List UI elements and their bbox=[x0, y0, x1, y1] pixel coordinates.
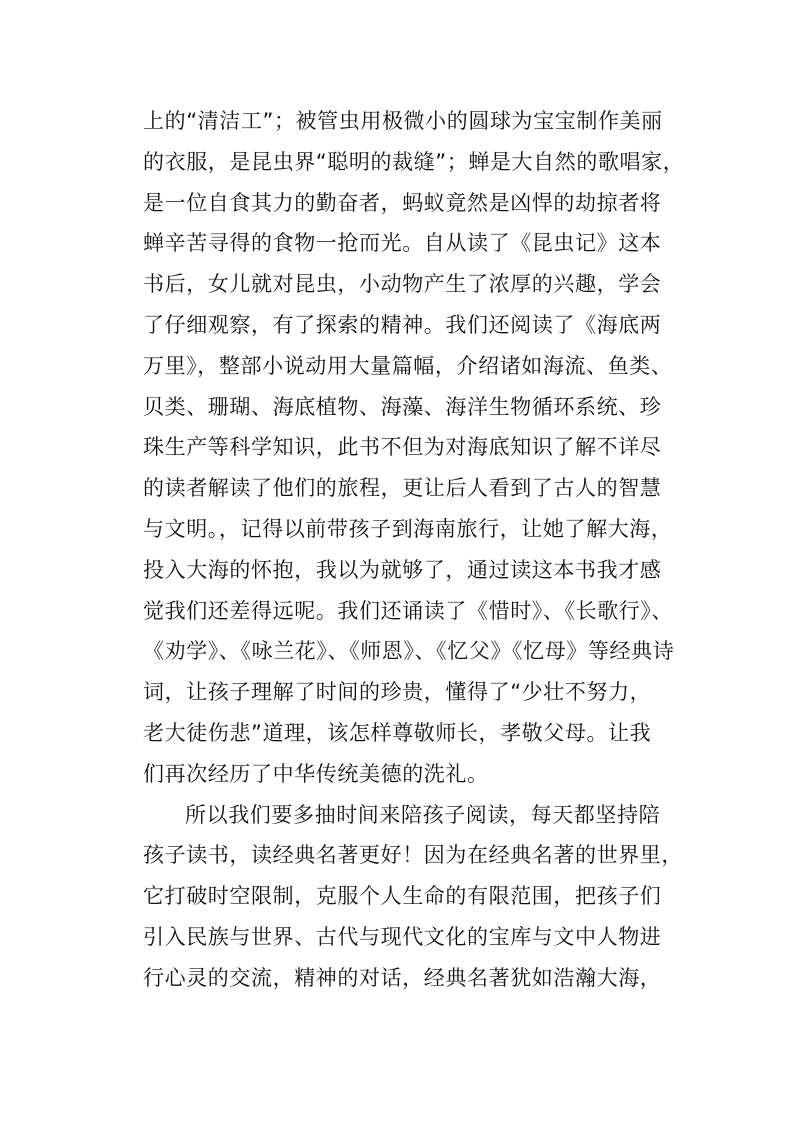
text-line: 行心灵的交流，精神的对话，经典名著犹如浩瀚大海， bbox=[143, 965, 662, 990]
text-line: 所以我们要多抽时间来陪孩子阅读，每天都坚持陪 bbox=[185, 802, 661, 827]
text-line: 孩子读书，读经典名著更好！因为在经典名著的世界里， bbox=[143, 843, 683, 868]
text-line: 与文明。，记得以前带孩子到海南旅行，让她了解大海， bbox=[143, 516, 673, 541]
text-line: 书后，女儿就对昆虫，小动物产生了浓厚的兴趣，学会 bbox=[143, 272, 662, 297]
text-line: 投入大海的怀抱，我以为就够了，通过读这本书我才感 bbox=[143, 557, 662, 582]
text-line: 词，让孩子理解了时间的珍贵，懂得了“少壮不努力， bbox=[143, 680, 652, 705]
text-line: 贝类、珊瑚、海底植物、海藻、海洋生物循环系统、珍 bbox=[143, 394, 662, 419]
text-line: 它打破时空限制，克服个人生命的有限范围，把孩子们 bbox=[143, 884, 662, 909]
text-line: 老大徒伤悲”道理，该怎样尊敬师长，孝敬父母。让我 bbox=[143, 720, 652, 745]
text-line: 珠生产等科学知识，此书不但为对海底知识了解不详尽 bbox=[143, 435, 662, 460]
text-line: 了仔细观察，有了探索的精神。我们还阅读了《海底两 bbox=[143, 312, 662, 337]
text-line: 万里》，整部小说动用大量篇幅，介绍诸如海流、鱼类、 bbox=[143, 353, 673, 378]
text-line: 是一位自食其力的勤奋者，蚂蚁竟然是凶悍的劫掠者将 bbox=[143, 190, 662, 215]
text-line: 们再次经历了中华传统美德的洗礼。 bbox=[143, 761, 489, 786]
text-line: 觉我们还差得远呢。我们还诵读了《惜时》、《长歌行》、 bbox=[143, 598, 674, 623]
paragraph bbox=[143, 795, 683, 999]
text-line: 的读者解读了他们的旅程，更让后人看到了古人的智慧 bbox=[143, 476, 662, 501]
text-line: 《劝学》、《咏兰花》、《师恩》、《忆父》《忆母》等经典诗 bbox=[143, 639, 675, 664]
text-line: 的衣服，是昆虫界“聪明的裁缝”；蝉是大自然的歌唱家， bbox=[143, 149, 685, 174]
text-line: 引入民族与世界、古代与现代文化的宝库与文中人物进 bbox=[143, 924, 662, 949]
body-text bbox=[143, 101, 685, 999]
text-line: 上的“清洁工”；被管虫用极微小的圆球为宝宝制作美丽 bbox=[143, 109, 663, 133]
text-line: 蝉辛苦寻得的食物一抢而光。自从读了《昆虫记》这本 bbox=[143, 231, 662, 256]
paragraph bbox=[143, 101, 685, 795]
